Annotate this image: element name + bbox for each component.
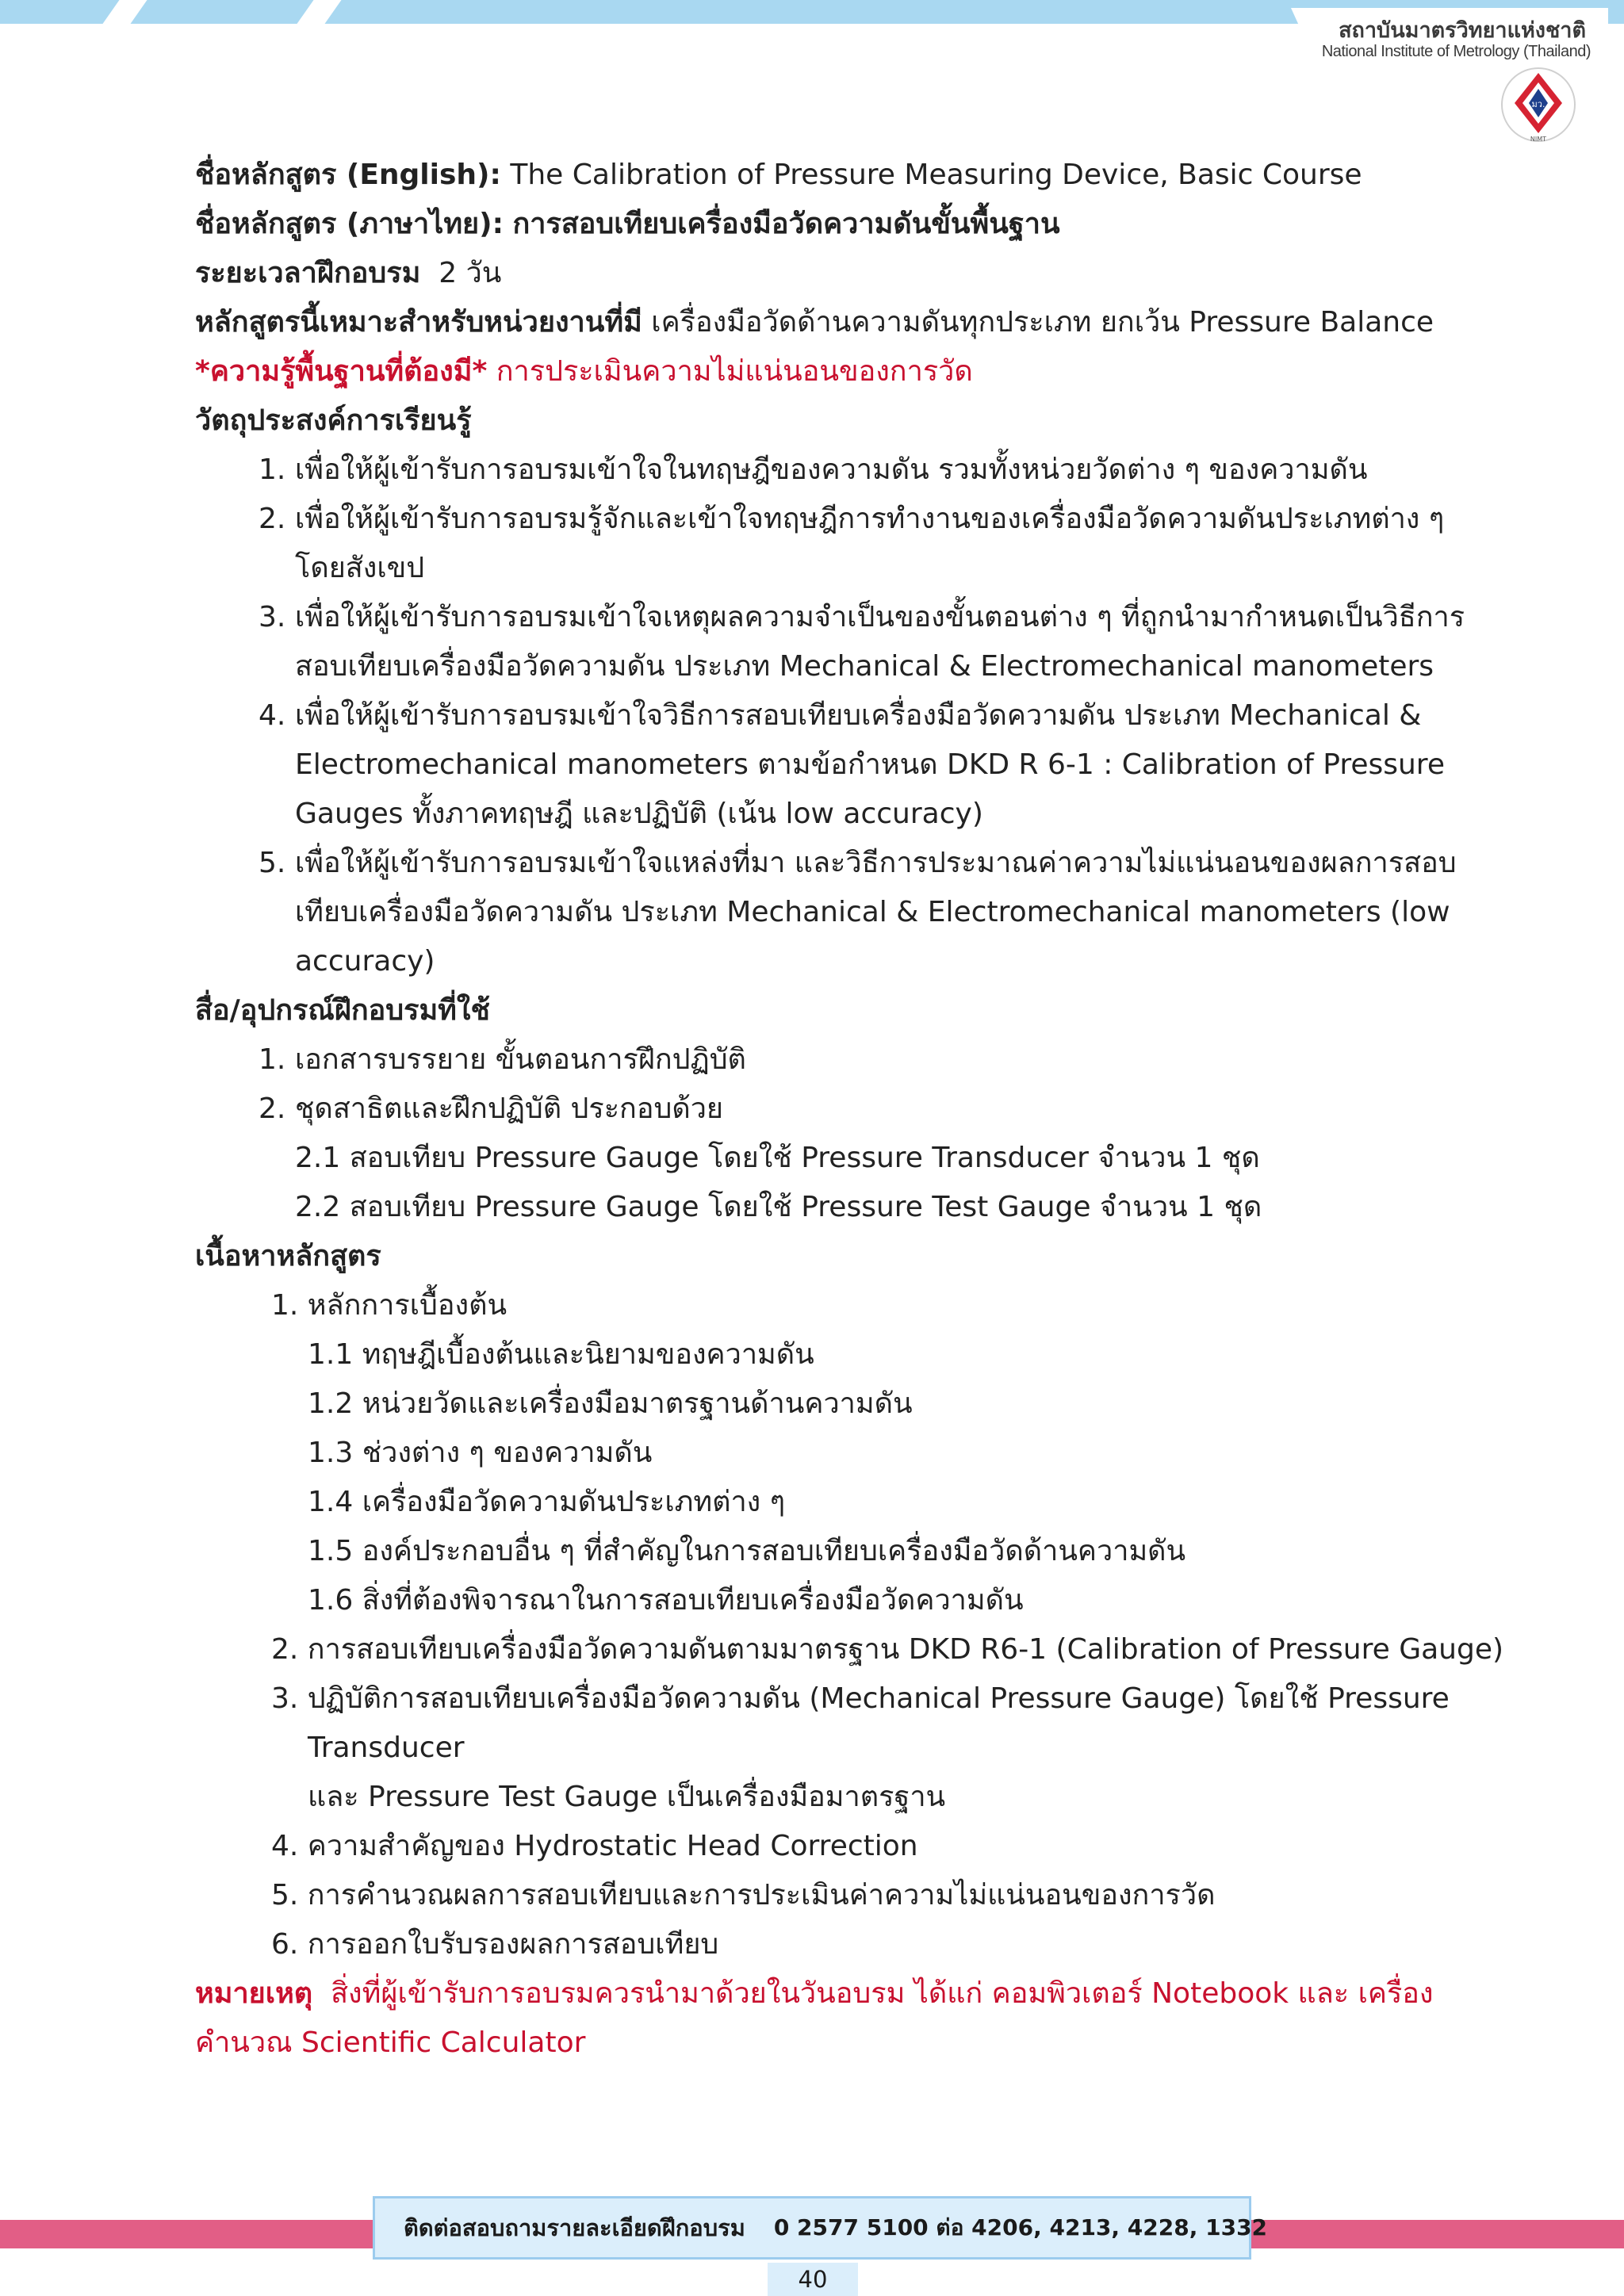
objective-number: 4.: [259, 699, 286, 732]
course-name-th: การสอบเทียบเครื่องมือวัดความดันขั้นพื้นฐาน: [512, 208, 1060, 240]
course-name-en-label: ชื่อหลักสูตร (English):: [195, 159, 501, 191]
objective-text: เพื่อให้ผู้เข้ารับการอบรมเข้าใจแหล่งที่มา และวิธีการประมาณค่าความไม่แน่นอนของผลการสอบ: [295, 847, 1457, 879]
nimt-logo: [1259, 8, 1608, 143]
objective-item-continuation: [195, 937, 1432, 986]
note-text: สิ่งที่ผู้เข้ารับการอบรมควรนำมาด้วยในวันอบรม ได้แก่ คอมพิวเตอร์ Notebook และ เครื่อง: [331, 1977, 1434, 2010]
duration-label: ระยะเวลาฝึกอบรม: [195, 257, 421, 289]
contents-item: 1. หลักการเบื้องต้น: [271, 1289, 508, 1322]
objective-item-continuation: [195, 544, 1432, 593]
objective-item: [195, 495, 1445, 544]
objectives-list: [195, 446, 1465, 986]
objective-item: [195, 839, 1457, 888]
contents-subitem: 1.4 เครื่องมือวัดความดันประเภทต่าง ๆ: [308, 1486, 786, 1518]
course-name-th-label: ชื่อหลักสูตร (ภาษาไทย):: [195, 208, 504, 240]
nimt-emblem-icon: [1499, 65, 1578, 144]
contents-subitem: 1.6 สิ่งที่ต้องพิจารณาในการสอบเทียบเครื่องมือวัดความดัน: [308, 1584, 1024, 1617]
course-name-en-row: [195, 151, 1432, 200]
contact-box: [373, 2196, 1268, 2260]
contents-item: 3. ปฏิบัติการสอบเทียบเครื่องมือวัดความดัน (Mechanical Pressure Gauge) โดยใช้ Pressure: [271, 1682, 1450, 1715]
materials-subitem: 2.2 สอบเทียบ Pressure Gauge โดยใช้ Pressure Test Gauge จำนวน 1 ชุด: [295, 1191, 1262, 1223]
prerequisite-row: [195, 347, 1432, 396]
materials-item: [195, 1035, 1432, 1085]
objective-text: accuracy): [295, 945, 435, 978]
materials-heading: สื่อ/อุปกรณ์ฝึกอบรมที่ใช้: [195, 994, 490, 1027]
objective-text: โดยสังเขป: [295, 552, 425, 584]
contents-item: 5. การคำนวณผลการสอบเทียบและการประเมินค่าความไม่แน่นอนของการวัด: [271, 1879, 1216, 1911]
course-details: [195, 151, 1504, 2068]
note-continuation: คำนวณ Scientific Calculator: [195, 2026, 586, 2059]
page-number: 40: [768, 2263, 858, 2296]
objective-text: เพื่อให้ผู้เข้ารับการอบรมเข้าใจในทฤษฎีของความดัน รวมทั้งหน่วยวัดต่าง ๆ ของความดัน: [295, 453, 1368, 486]
materials-item-text: ชุดสาธิตและฝึกปฏิบัติ ประกอบด้วย: [295, 1093, 724, 1125]
contents-item-continuation: Transducer: [308, 1732, 465, 1764]
emblem-text: มว.: [1531, 99, 1545, 109]
contents-item: 4. ความสำคัญของ Hydrostatic Head Correction: [271, 1830, 918, 1862]
contents-subitem: 1.5 องค์ประกอบอื่น ๆ ที่สำคัญในการสอบเทียบเครื่องมือวัดด้านความดัน: [308, 1535, 1186, 1567]
objective-item: [195, 446, 1432, 495]
objective-number: 3.: [259, 601, 286, 633]
objective-item: [195, 691, 1432, 740]
materials-item: [195, 1085, 1432, 1134]
objective-text: เพื่อให้ผู้เข้ารับการอบรมเข้าใจเหตุผลความจำเป็นของขั้นตอนต่าง ๆ ที่ถูกนำมากำหนดเป็นวิธีการ: [295, 601, 1465, 633]
prerequisite-label: *ความรู้พื้นฐานที่ต้องมี*: [195, 355, 488, 388]
objective-number: 2.: [259, 503, 286, 535]
contact-label: ติดต่อสอบถามรายละเอียดฝึกอบรม: [404, 2214, 745, 2241]
suitable-label: หลักสูตรนี้เหมาะสำหรับหน่วยงานที่มี: [195, 306, 642, 339]
materials-item-text: เอกสารบรรยาย ขั้นตอนการฝึกปฏิบัติ: [295, 1043, 746, 1076]
objective-text: Electromechanical manometers ตามข้อกำหนด DKD R 6-1 : Calibration of Pressure: [295, 748, 1445, 781]
contents-item: 6. การออกใบรับรองผลการสอบเทียบ: [271, 1928, 719, 1961]
objective-text: เพื่อให้ผู้เข้ารับการอบรมเข้าใจวิธีการสอบเทียบเครื่องมือวัดความดัน ประเภท Mechanical &: [295, 699, 1422, 732]
suitable-row: [195, 298, 1432, 347]
objective-item-continuation: [195, 740, 1445, 790]
org-name-thai: สถาบันมาตรวิทยาแห่งชาติ: [1339, 18, 1586, 43]
note-row: [195, 1969, 1432, 2019]
materials-item-number: 2.: [259, 1093, 286, 1125]
objective-item-continuation: [195, 790, 1432, 839]
duration-row: [195, 249, 1432, 298]
emblem-subtext: NIMT: [1530, 136, 1547, 143]
prerequisite-value: การประเมินความไม่แน่นอนของการวัด: [496, 355, 973, 388]
contents-subitem: 1.2 หน่วยวัดและเครื่องมือมาตรฐานด้านความดัน: [308, 1387, 913, 1420]
note-label: หมายเหตุ: [195, 1977, 313, 2010]
course-name-en: The Calibration of Pressure Measuring Device, Basic Course: [510, 159, 1362, 191]
objective-item-continuation: [195, 642, 1432, 691]
contents-item-continuation: และ Pressure Test Gauge เป็นเครื่องมือมาตรฐาน: [308, 1781, 946, 1813]
suitable-value: เครื่องมือวัดด้านความดันทุกประเภท ยกเว้น Pressure Balance: [651, 306, 1434, 339]
contact-phone: 0 2577 5100 ต่อ 4206, 4213, 4228, 1332: [773, 2214, 1268, 2241]
objective-item: [195, 593, 1465, 642]
contents-subitem: 1.1 ทฤษฎีเบื้องต้นและนิยามของความดัน: [308, 1338, 814, 1371]
contents-subitem: 1.3 ช่วงต่าง ๆ ของความดัน: [308, 1437, 653, 1469]
course-name-th-row: [195, 200, 1432, 249]
objective-text: สอบเทียบเครื่องมือวัดความดัน ประเภท Mechanical & Electromechanical manometers: [295, 650, 1434, 683]
objective-item-continuation: [195, 888, 1450, 937]
objective-text: เทียบเครื่องมือวัดความดัน ประเภท Mechanical & Electromechanical manometers (low: [295, 896, 1450, 928]
contents-item: 2. การสอบเทียบเครื่องมือวัดความดันตามมาตรฐาน DKD R6-1 (Calibration of Pressure Gauge): [271, 1633, 1504, 1666]
materials-item-number: 1.: [259, 1043, 286, 1076]
objective-text: Gauges ทั้งภาคทฤษฎี และปฏิบัติ (เน้น low accuracy): [295, 798, 983, 830]
objective-number: 5.: [259, 847, 286, 879]
objective-text: เพื่อให้ผู้เข้ารับการอบรมรู้จักและเข้าใจทฤษฎีการทำงานของเครื่องมือวัดความดันประเภทต่าง ๆ: [295, 503, 1445, 535]
contents-heading: เนื้อหาหลักสูตร: [195, 1240, 381, 1272]
org-name-english: National Institute of Metrology (Thailand): [1321, 43, 1591, 60]
duration-value: 2 วัน: [439, 257, 502, 289]
objective-number: 1.: [259, 453, 286, 486]
objectives-heading: วัตถุประสงค์การเรียนรู้: [195, 404, 472, 437]
materials-subitem: 2.1 สอบเทียบ Pressure Gauge โดยใช้ Pressure Transducer จำนวน 1 ชุด: [295, 1142, 1260, 1174]
